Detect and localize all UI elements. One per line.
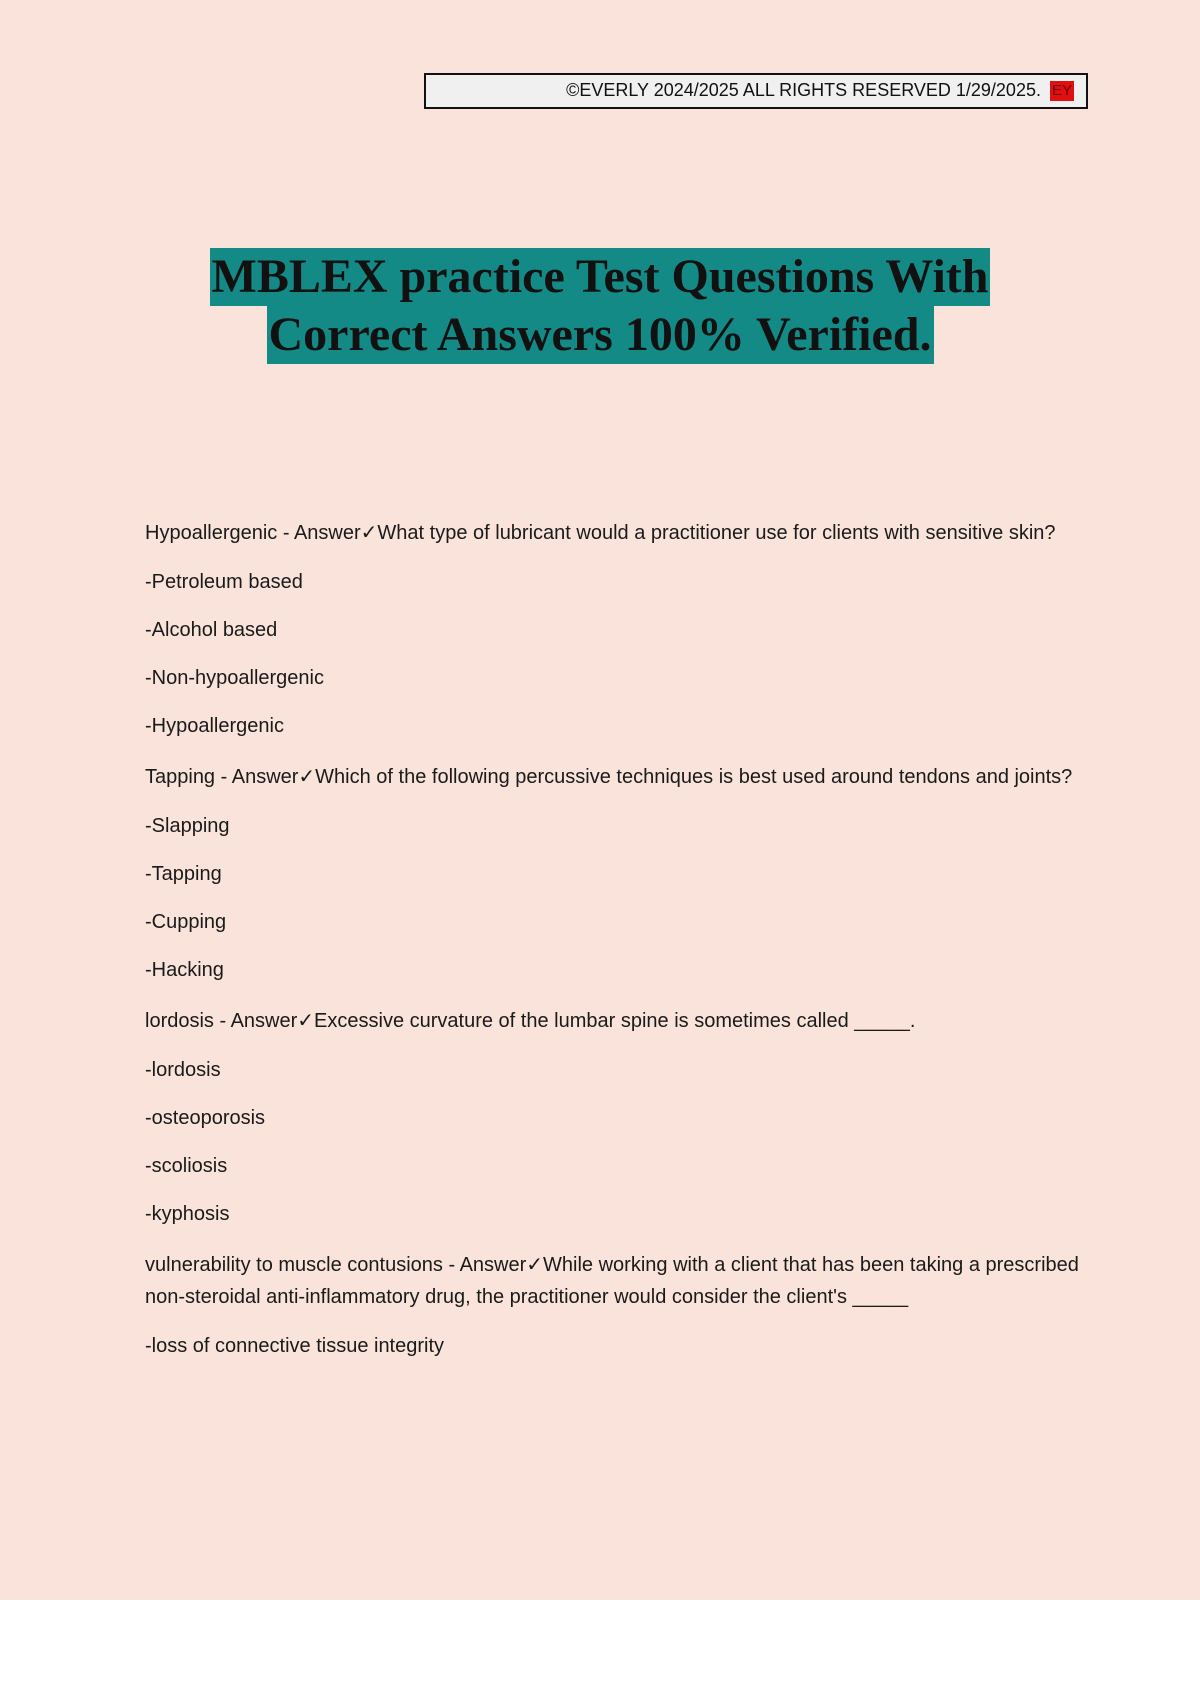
option-item: -Petroleum based	[145, 571, 303, 593]
option-item: -lordosis	[145, 1059, 221, 1081]
option-item: -Slapping	[145, 815, 230, 837]
title-line-2: Correct Answers 100% Verified.	[267, 306, 934, 364]
option-item: -Hypoallergenic	[145, 715, 284, 737]
option-item: -Cupping	[145, 911, 227, 933]
document-title	[0, 248, 1200, 364]
option-item: -osteoporosis	[145, 1107, 266, 1129]
question-1: Hypoallergenic - Answer✓What type of lubricant would a practitioner use for clients with sensitive skin?	[145, 522, 1056, 544]
ey-badge: EY	[1051, 82, 1072, 99]
question-4: vulnerability to muscle contusions - Answer✓While working with a client that has been taking a prescribed non-steroidal anti-inflammatory drug, the practitioner would consider the client's _____	[145, 1254, 1079, 1308]
copyright-header	[424, 73, 1088, 109]
option-item: -kyphosis	[145, 1203, 230, 1225]
option-item: -Non-hypoallergenic	[145, 667, 324, 689]
title-line-1: MBLEX practice Test Questions With	[210, 248, 991, 306]
option-item: -scoliosis	[145, 1155, 228, 1177]
copyright-text: ©EVERLY 2024/2025 ALL RIGHTS RESERVED 1/29/2025.	[566, 80, 1041, 100]
question-list	[145, 517, 1095, 1362]
question-3: lordosis - Answer✓Excessive curvature of the lumbar spine is sometimes called _____.	[145, 1010, 916, 1032]
question-2: Tapping - Answer✓Which of the following percussive techniques is best used around tendons and joints?	[145, 766, 1073, 788]
option-item: -Hacking	[145, 959, 224, 981]
option-item: -Alcohol based	[145, 619, 278, 641]
option-item: -loss of connective tissue integrity	[145, 1335, 445, 1357]
option-item: -Tapping	[145, 863, 222, 885]
